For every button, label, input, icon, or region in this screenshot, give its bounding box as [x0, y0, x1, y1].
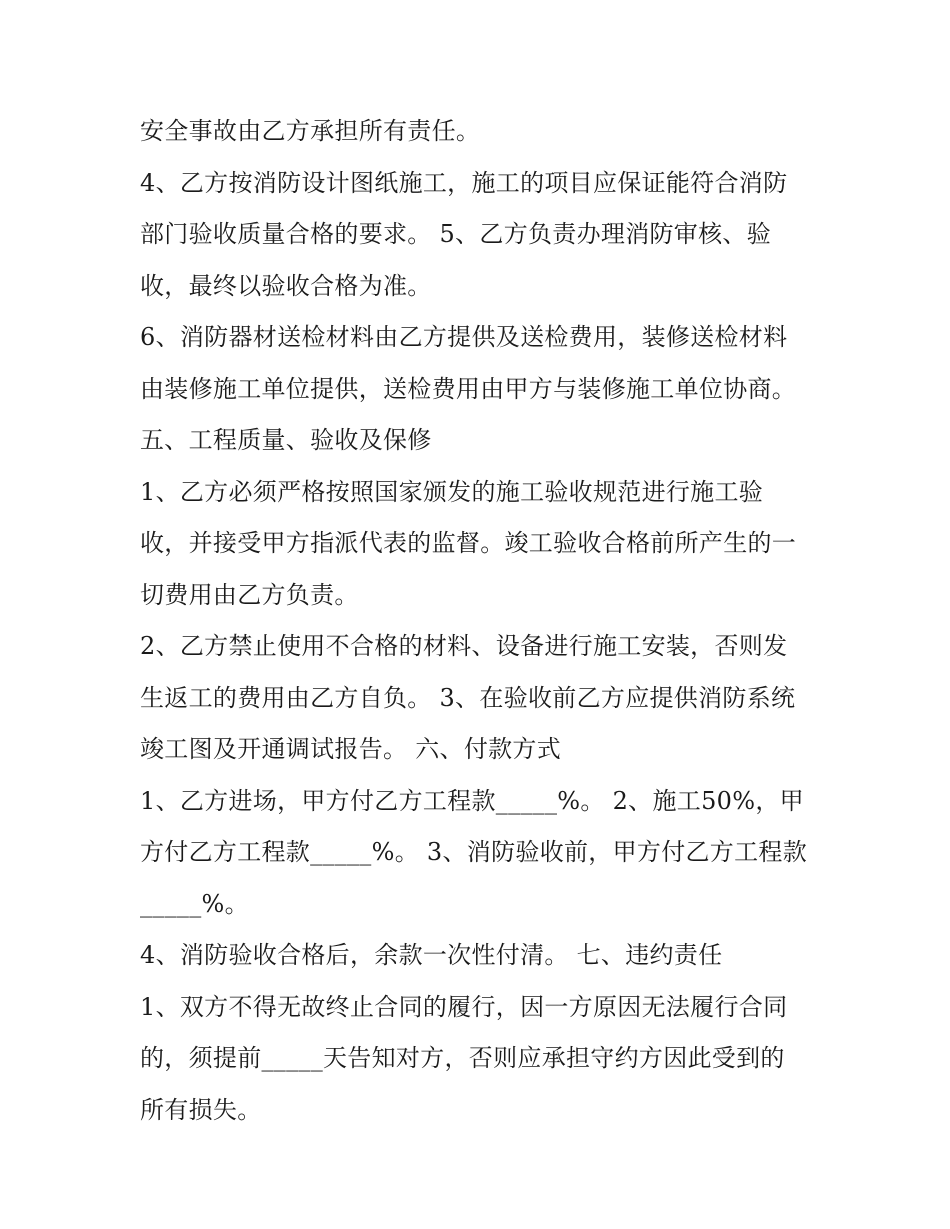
text-line: 由装修施工单位提供，送检费用由甲方与装修施工单位协商。 [140, 374, 797, 403]
text-line: 收，最终以验收合格为准。 [140, 271, 432, 300]
text-line: 4、乙方按消防设计图纸施工，施工的项目应保证能符合消防 [140, 168, 788, 197]
document-body [140, 106, 820, 1136]
text-line: 的，须提前_____天告知对方，否则应承担守约方因此受到的 [140, 1044, 785, 1072]
text-line: 生返工的费用由乙方自负。 3、在验收前乙方应提供消防系统 [140, 683, 796, 712]
text-line: 竣工图及开通调试报告。 六、付款方式 [140, 735, 562, 763]
text-line: 1、乙方进场，甲方付乙方工程款_____%。 2、施工50%，甲 [140, 786, 804, 815]
text-line: 方付乙方工程款_____%。 3、消防验收前，甲方付乙方工程款 [140, 838, 808, 866]
text-line: 4、消防验收合格后，余款一次性付清。 七、违约责任 [140, 941, 723, 969]
text-line: _____%。 [140, 889, 249, 918]
text-line: 安全事故由乙方承担所有责任。 [140, 117, 481, 145]
text-line: 切费用由乙方负责。 [140, 580, 359, 609]
text-line: 6、消防器材送检材料由乙方提供及送检费用，装修送检材料 [140, 323, 788, 351]
text-line: 2、乙方禁止使用不合格的材料、设备进行施工安装，否则发 [140, 632, 788, 660]
section-heading: 五、工程质量、验收及保修 [140, 426, 432, 454]
text-line: 1、乙方必须严格按照国家颁发的施工验收规范进行施工验 [140, 477, 764, 506]
text-line: 1、双方不得无故终止合同的履行，因一方原因无法履行合同 [140, 992, 788, 1021]
text-line: 所有损失。 [140, 1095, 262, 1124]
text-line: 收，并接受甲方指派代表的监督。竣工验收合格前所产生的一 [140, 529, 797, 557]
text-line: 部门验收质量合格的要求。 5、乙方负责办理消防审核、验 [140, 220, 771, 248]
